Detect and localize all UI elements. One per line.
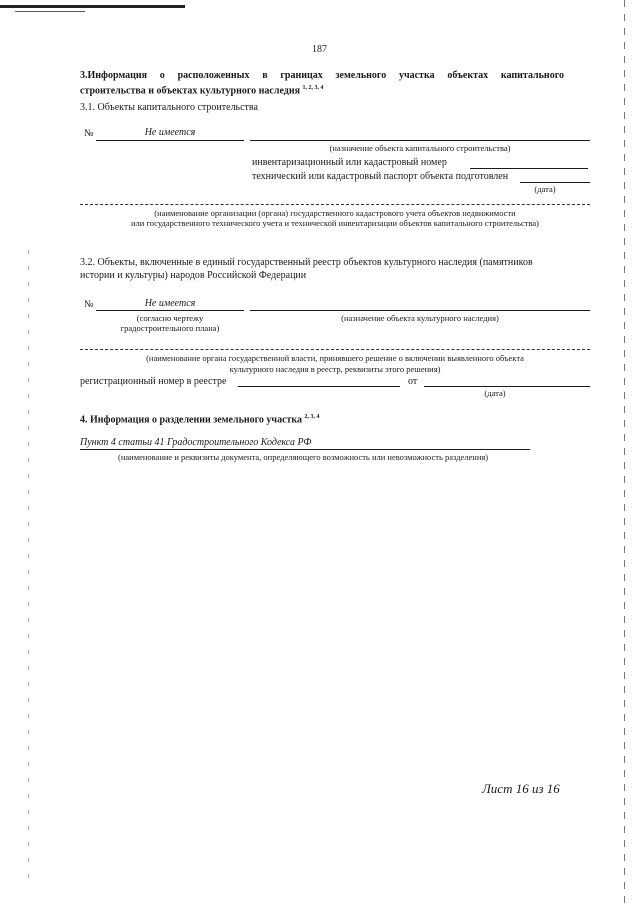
section31-date-caption: (дата) <box>534 184 556 194</box>
section31-purpose-caption: (назначение объекта капитального строительства) <box>329 143 511 153</box>
section32-authority-underline <box>80 349 590 350</box>
section32-date-caption: (дата) <box>484 388 506 398</box>
section32-purpose-underline <box>250 310 590 311</box>
section31-inventory-underline <box>470 168 588 169</box>
section32-purpose-caption: (назначение объекта культурного наследия) <box>341 313 499 323</box>
section32-title-line2: истории и культуры) народов Российской Федерации <box>80 270 307 281</box>
section31-org-underline <box>80 204 590 205</box>
section4-heading <box>80 411 320 426</box>
section3-heading-text: строительства и объектах культурного наследия <box>80 85 301 97</box>
section31-passport-date-underline <box>520 182 590 183</box>
page-number: 187 <box>312 44 327 55</box>
section4-heading-text: 4. Информация о разделении земельного участка <box>80 414 303 426</box>
section4-value: Пункт 4 статьи 41 Градостроительного Кодекса РФ <box>80 437 312 448</box>
scan-edge-left <box>28 250 29 890</box>
section4-footnote-refs: 2, 3, 4 <box>304 414 320 420</box>
section31-passport-label: технический или кадастровый паспорт объекта подготовлен <box>252 171 509 182</box>
section3-heading-line2 <box>80 82 324 97</box>
section31-purpose-underline <box>250 140 590 141</box>
scan-artifact-bar <box>0 5 185 8</box>
section32-from-underline <box>424 386 590 387</box>
scan-artifact-line <box>15 11 85 12</box>
section32-drawing-caption-line2: градостроительного плана) <box>120 323 220 333</box>
section4-underline <box>80 449 530 450</box>
section31-no-underline <box>96 140 244 141</box>
section32-authority-caption-line2: культурного наследия в реестр, реквизиты этого решения) <box>229 364 441 374</box>
section32-reg-label: регистрационный номер в реестре <box>80 376 227 387</box>
section4-caption: (наименование и реквизиты документа, определяющего возможность или невозможность разделения) <box>118 452 489 462</box>
section31-no-label: № <box>84 128 94 139</box>
section32-no-underline <box>96 310 244 311</box>
section31-org-caption-line2: или государственного технического учета и технической инвентаризации объектов капитального строительства) <box>130 218 539 228</box>
section31-org-caption-line1: (наименование организации (органа) государственного кадастрового учета объектов недвижимости <box>154 208 516 218</box>
section32-from-label: от <box>408 376 418 387</box>
section32-no-label: № <box>84 299 94 310</box>
section32-authority-caption-line1: (наименование органа государственной власти, принявшего решение о включении выявленного объекта <box>146 353 524 363</box>
section31-no-value: Не имеется <box>144 127 196 138</box>
section32-title-line1: 3.2. Объекты, включенные в единый государственный реестр объектов культурного наследия (памятников <box>80 257 533 268</box>
section32-reg-underline <box>238 386 400 387</box>
section32-drawing-caption-line1: (согласно чертежу <box>136 313 204 323</box>
section3-footnote-refs: 1, 2, 3, 4 <box>302 85 324 91</box>
scan-edge-right <box>624 0 625 905</box>
section31-inventory-label: инвентаризационный или кадастровый номер <box>252 157 447 168</box>
section32-no-value: Не имеется <box>144 298 196 309</box>
section31-title: 3.1. Объекты капитального строительства <box>80 102 258 113</box>
sheet-counter: Лист 16 из 16 <box>482 781 560 796</box>
section3-heading-line1: 3.Информация о расположенных в границах земельного участка объектах капитального <box>80 70 564 81</box>
